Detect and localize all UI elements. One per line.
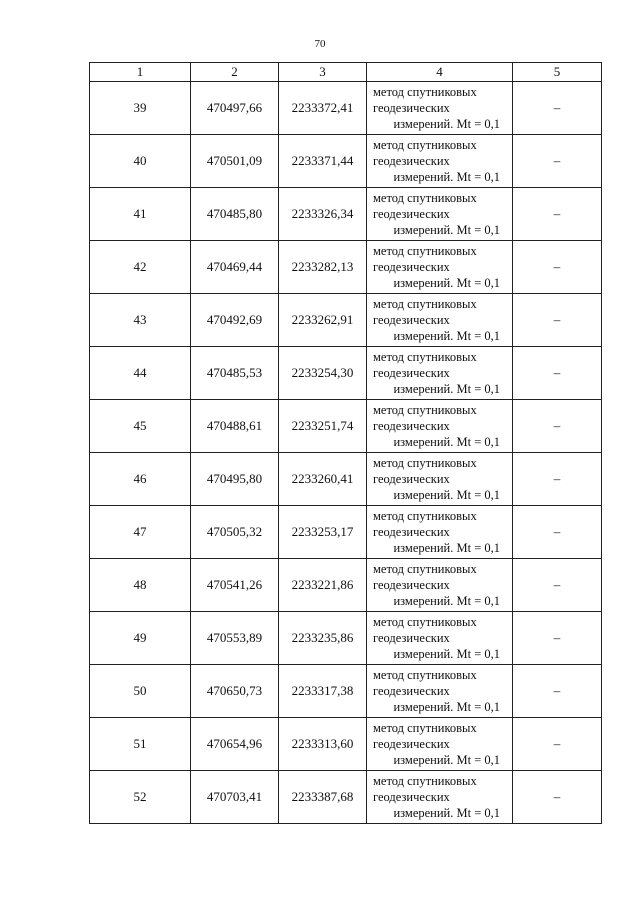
header-row (90, 63, 602, 82)
method-cell (367, 559, 513, 612)
note-cell: – (513, 559, 602, 612)
method-line: метод спутниковых (373, 191, 477, 205)
point-number-cell: 52 (90, 771, 191, 824)
method-line: метод спутниковых (373, 244, 477, 258)
table-row (90, 453, 602, 506)
coord-x-cell: 470495,80 (191, 453, 279, 506)
method-cell (367, 506, 513, 559)
method-line: метод спутниковых (373, 403, 477, 417)
note-cell: – (513, 135, 602, 188)
point-number-cell: 40 (90, 135, 191, 188)
point-number-cell: 46 (90, 453, 191, 506)
note-cell: – (513, 506, 602, 559)
note-cell: – (513, 188, 602, 241)
point-number-cell: 39 (90, 82, 191, 135)
point-number-cell: 42 (90, 241, 191, 294)
coord-y-cell: 2233221,86 (279, 559, 367, 612)
method-line: измерений. Mt = 0,1 (393, 541, 500, 555)
note-cell: – (513, 347, 602, 400)
coord-x-cell: 470469,44 (191, 241, 279, 294)
table-row (90, 241, 602, 294)
note-cell: – (513, 453, 602, 506)
method-line: измерений. Mt = 0,1 (393, 488, 500, 502)
point-number-cell: 44 (90, 347, 191, 400)
point-number-cell: 43 (90, 294, 191, 347)
table-row (90, 294, 602, 347)
method-line: геодезических (373, 419, 450, 433)
table-row (90, 506, 602, 559)
table-row (90, 665, 602, 718)
method-line: измерений. Mt = 0,1 (393, 594, 500, 608)
method-cell (367, 347, 513, 400)
point-number-cell: 50 (90, 665, 191, 718)
method-line: геодезических (373, 631, 450, 645)
coordinates-table (89, 62, 602, 824)
coord-y-cell: 2233260,41 (279, 453, 367, 506)
method-line: измерений. Mt = 0,1 (393, 806, 500, 820)
coord-y-cell: 2233251,74 (279, 400, 367, 453)
table-row (90, 559, 602, 612)
coord-x-cell: 470485,80 (191, 188, 279, 241)
coord-x-cell: 470553,89 (191, 612, 279, 665)
method-line: измерений. Mt = 0,1 (393, 117, 500, 131)
method-cell (367, 453, 513, 506)
coord-x-cell: 470501,09 (191, 135, 279, 188)
point-number-cell: 45 (90, 400, 191, 453)
header-col-4: 4 (367, 63, 513, 82)
method-line: геодезических (373, 525, 450, 539)
method-cell (367, 241, 513, 294)
coord-y-cell: 2233262,91 (279, 294, 367, 347)
table-row (90, 135, 602, 188)
method-line: геодезических (373, 578, 450, 592)
method-cell (367, 665, 513, 718)
method-line: измерений. Mt = 0,1 (393, 170, 500, 184)
note-cell: – (513, 771, 602, 824)
method-line: метод спутниковых (373, 138, 477, 152)
coord-x-cell: 470650,73 (191, 665, 279, 718)
coord-y-cell: 2233372,41 (279, 82, 367, 135)
method-cell (367, 294, 513, 347)
coord-x-cell: 470703,41 (191, 771, 279, 824)
method-line: геодезических (373, 260, 450, 274)
method-line: геодезических (373, 101, 450, 115)
method-line: геодезических (373, 790, 450, 804)
table-row (90, 82, 602, 135)
method-line: геодезических (373, 207, 450, 221)
method-line: геодезических (373, 472, 450, 486)
method-line: метод спутниковых (373, 774, 477, 788)
method-line: геодезических (373, 313, 450, 327)
coord-y-cell: 2233387,68 (279, 771, 367, 824)
table-row (90, 400, 602, 453)
coord-x-cell: 470492,69 (191, 294, 279, 347)
coord-y-cell: 2233326,34 (279, 188, 367, 241)
note-cell: – (513, 82, 602, 135)
method-line: метод спутниковых (373, 668, 477, 682)
method-cell (367, 771, 513, 824)
method-line: метод спутниковых (373, 456, 477, 470)
method-line: измерений. Mt = 0,1 (393, 753, 500, 767)
method-line: измерений. Mt = 0,1 (393, 700, 500, 714)
method-line: измерений. Mt = 0,1 (393, 435, 500, 449)
header-col-3: 3 (279, 63, 367, 82)
header-col-5: 5 (513, 63, 602, 82)
page-number: 70 (314, 38, 326, 50)
header-col-2: 2 (191, 63, 279, 82)
method-line: метод спутниковых (373, 721, 477, 735)
table-row (90, 612, 602, 665)
table-row (90, 347, 602, 400)
coord-y-cell: 2233254,30 (279, 347, 367, 400)
method-line: метод спутниковых (373, 562, 477, 576)
method-line: метод спутниковых (373, 85, 477, 99)
method-cell (367, 188, 513, 241)
method-line: измерений. Mt = 0,1 (393, 329, 500, 343)
table-row (90, 718, 602, 771)
method-cell (367, 135, 513, 188)
method-line: метод спутниковых (373, 615, 477, 629)
coord-x-cell: 470485,53 (191, 347, 279, 400)
coord-x-cell: 470505,32 (191, 506, 279, 559)
method-line: измерений. Mt = 0,1 (393, 382, 500, 396)
method-line: геодезических (373, 366, 450, 380)
method-line: геодезических (373, 154, 450, 168)
point-number-cell: 41 (90, 188, 191, 241)
note-cell: – (513, 400, 602, 453)
point-number-cell: 47 (90, 506, 191, 559)
point-number-cell: 49 (90, 612, 191, 665)
coord-y-cell: 2233235,86 (279, 612, 367, 665)
table-body (90, 82, 602, 824)
method-cell (367, 400, 513, 453)
note-cell: – (513, 612, 602, 665)
coord-x-cell: 470541,26 (191, 559, 279, 612)
coord-y-cell: 2233317,38 (279, 665, 367, 718)
method-line: метод спутниковых (373, 350, 477, 364)
method-line: измерений. Mt = 0,1 (393, 647, 500, 661)
method-line: метод спутниковых (373, 509, 477, 523)
note-cell: – (513, 665, 602, 718)
header-col-1: 1 (90, 63, 191, 82)
coord-y-cell: 2233282,13 (279, 241, 367, 294)
method-line: метод спутниковых (373, 297, 477, 311)
note-cell: – (513, 241, 602, 294)
method-line: геодезических (373, 737, 450, 751)
method-cell (367, 718, 513, 771)
note-cell: – (513, 294, 602, 347)
point-number-cell: 48 (90, 559, 191, 612)
table-header (90, 63, 602, 82)
note-cell: – (513, 718, 602, 771)
table-row (90, 771, 602, 824)
coord-x-cell: 470488,61 (191, 400, 279, 453)
method-line: геодезических (373, 684, 450, 698)
method-line: измерений. Mt = 0,1 (393, 276, 500, 290)
coord-x-cell: 470497,66 (191, 82, 279, 135)
coord-y-cell: 2233313,60 (279, 718, 367, 771)
method-line: измерений. Mt = 0,1 (393, 223, 500, 237)
method-cell (367, 612, 513, 665)
coord-y-cell: 2233371,44 (279, 135, 367, 188)
coord-y-cell: 2233253,17 (279, 506, 367, 559)
method-cell (367, 82, 513, 135)
coord-x-cell: 470654,96 (191, 718, 279, 771)
point-number-cell: 51 (90, 718, 191, 771)
table-row (90, 188, 602, 241)
